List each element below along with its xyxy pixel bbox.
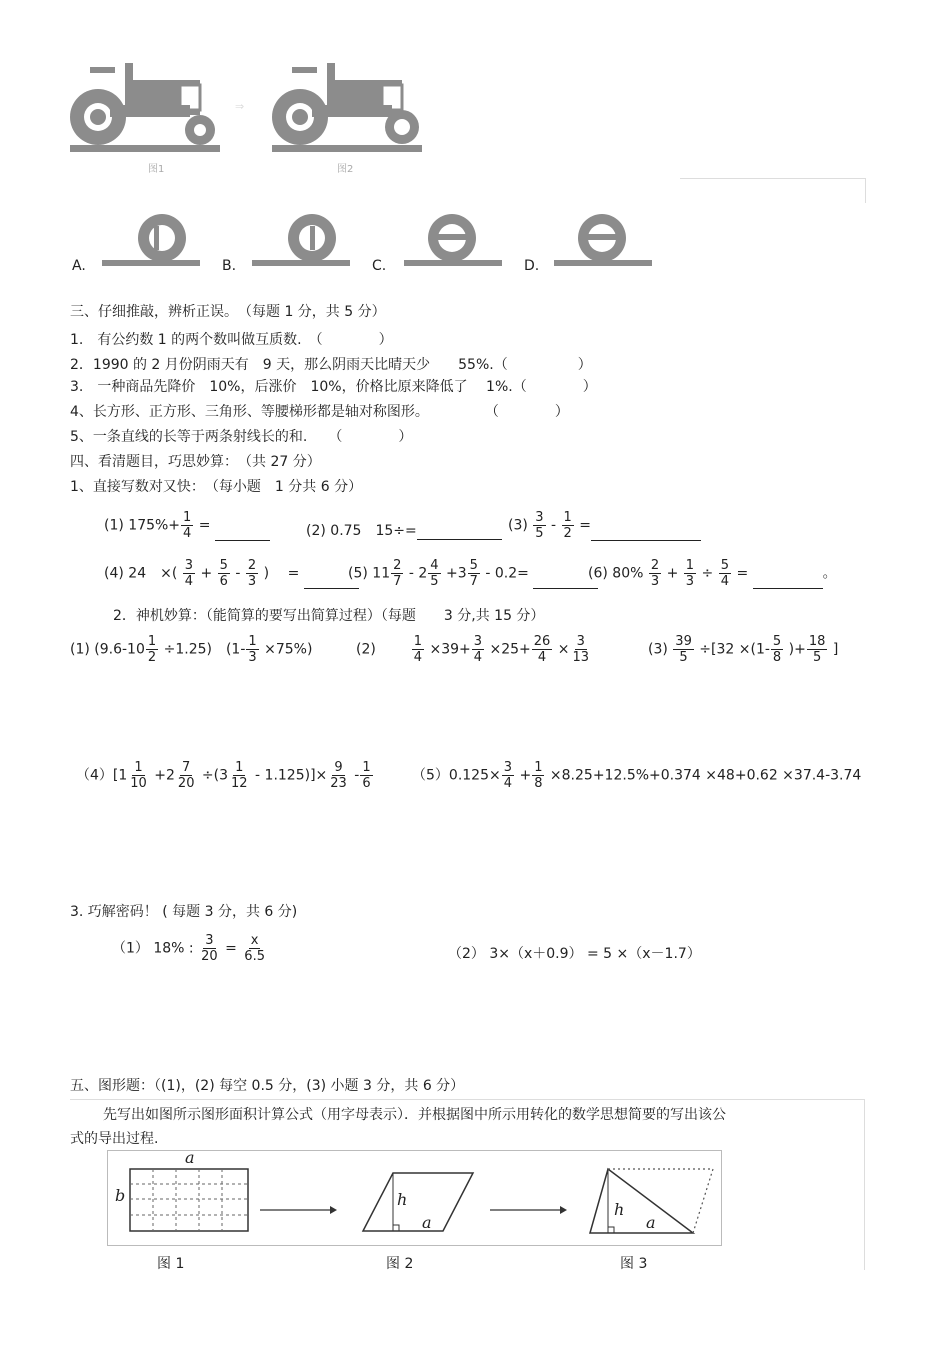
- direct-q2: (2) 0.75 15÷=: [306, 520, 502, 540]
- label-h-fig3: h: [614, 1200, 625, 1219]
- direct-q1: (1) 175%+ $\frac{1}{4}$ =: [104, 510, 270, 541]
- fraction: $\frac{7}{20}$: [177, 760, 195, 791]
- fraction: $\frac{x}{6.5}$: [244, 933, 265, 964]
- fraction: $\frac{1}{4}$: [183, 510, 192, 541]
- fraction: $\frac{5}{8}$: [772, 634, 782, 665]
- fraction: $\frac{3}{4}$: [503, 760, 512, 791]
- clever-q2: (2) $\frac{1}{4}$ ×39+ $\frac{3}{4}$ ×25+ $\frac{26}{4}$ × $\frac{3}{13}$: [356, 634, 590, 665]
- fraction: $\frac{1}{2}$: [147, 634, 157, 665]
- clever-q1: (1) (9.6-10 $\frac{1}{2}$ ÷1.25) (1- $\frac{1}{3}$ ×75%): [70, 634, 313, 665]
- fig1-caption: 图1: [148, 164, 165, 175]
- figure-caption-3: 图 3: [620, 1256, 648, 1272]
- fraction: $\frac{3}{4}$: [473, 634, 483, 665]
- equation-2: （2） 3×（x＋0.9） = 5 ×（x－1.7）: [448, 946, 701, 962]
- fig2-caption: 图2: [337, 164, 354, 175]
- section-3-heading: 三、仔细推敲，辨析正误。 （每题 1 分，共 5 分）: [70, 304, 386, 320]
- direct-q4: (4) 24 ×( $\frac{3}{4}$ + $\frac{5}{6}$ - $\frac{2}{3}$ ) =: [104, 558, 359, 589]
- s5-description-line-1: 先写出如图所示图形面积计算公式（用字母表示）．并根据图中所示用转化的数学思想简要的写出该公: [103, 1107, 726, 1123]
- fraction: $\frac{1}{4}$: [413, 634, 423, 665]
- fraction: $\frac{1}{2}$: [563, 510, 572, 541]
- fraction: $\frac{2}{3}$: [247, 558, 257, 589]
- fraction: $\frac{1}{6}$: [362, 760, 371, 791]
- s4-sub-1: 1、直接写数对又快： （每小题 1 分共 6 分）: [70, 479, 363, 495]
- fraction: $\frac{18}{5}$: [808, 634, 826, 665]
- direct-q5: (5) 11 $\frac{2}{7}$ - 2 $\frac{4}{5}$ +3 $\frac{5}{7}$ - 0.2=: [348, 558, 598, 589]
- option-b-label: B.: [222, 258, 237, 274]
- option-d-wheel: [554, 212, 654, 272]
- fraction: $\frac{3}{13}$: [572, 634, 590, 665]
- answer-blank[interactable]: [591, 526, 701, 541]
- section-5-heading: 五、图形题：（(1)，(2) 每空 0.5 分，(3) 小题 3 分，共 6 分）: [70, 1078, 465, 1094]
- fraction: $\frac{3}{20}$: [201, 933, 218, 964]
- s3-item-1: 1. 有公约数 1 的两个数叫做互质数. （ ）: [70, 332, 393, 348]
- arrow-right-icon: [258, 1203, 338, 1217]
- s3-item-2: 2．1990 的 2 月份阴雨天有 9 天，那么阴雨天比晴天少 55%.（ ）: [70, 357, 592, 373]
- s4-sub-2: 2．神机妙算：（能简算的要写出简算过程）（每题 3 分,共 15 分）: [113, 608, 545, 624]
- fraction: $\frac{4}{5}$: [430, 558, 439, 589]
- fraction: $\frac{5}{4}$: [720, 558, 729, 589]
- direct-q3: (3) $\frac{3}{5}$ - $\frac{1}{2}$ =: [508, 510, 701, 541]
- direct-q6: (6) 80% $\frac{2}{3}$ + $\frac{1}{3}$ ÷ $\frac{5}{4}$ = 。: [588, 558, 837, 589]
- fraction: $\frac{5}{7}$: [469, 558, 478, 589]
- arrow-icon: ⇒: [235, 100, 245, 113]
- clever-q3: (3) $\frac{39}{5}$ ÷[32 ×(1- $\frac{5}{8}$ )+ $\frac{18}{5}$ ]: [648, 634, 839, 665]
- arrow-right-icon: [488, 1203, 568, 1217]
- fraction: $\frac{1}{3}$: [685, 558, 695, 589]
- option-c-wheel: [404, 212, 504, 272]
- fraction: $\frac{3}{4}$: [184, 558, 194, 589]
- option-c-label: C.: [372, 258, 387, 274]
- label-a-fig2: a: [422, 1213, 432, 1232]
- section-4-heading: 四、看清题目，巧思妙算： （共 27 分）: [70, 454, 321, 470]
- s3-item-5: 5、一条直线的长等于两条射线长的和. （ ）: [70, 429, 413, 445]
- s3-item-4: 4、长方形、正方形、三角形、等腰梯形都是轴对称图形。 （ ）: [70, 404, 569, 420]
- rectangle-grid-figure: [108, 1151, 258, 1243]
- fraction: $\frac{1}{8}$: [534, 760, 543, 791]
- decorative-border: [680, 178, 866, 203]
- s5-description-line-2: 式的导出过程.: [70, 1131, 159, 1147]
- label-a-fig1: a: [185, 1148, 195, 1167]
- fraction: $\frac{2}{7}$: [393, 558, 402, 589]
- tractor-figure-1: [70, 55, 225, 155]
- answer-blank[interactable]: [215, 526, 270, 541]
- fraction: $\frac{3}{5}$: [535, 510, 544, 541]
- option-a-wheel: [102, 212, 202, 272]
- parallelogram-figure: [355, 1151, 485, 1243]
- option-b-wheel: [252, 212, 352, 272]
- fraction: $\frac{1}{12}$: [231, 760, 248, 791]
- clever-q4: （4）[1 $\frac{1}{10}$ +2 $\frac{7}{20}$ ÷(3 $\frac{1}{12}$ - 1.125)]× $\frac{9}{23}$ - $\frac{1}{6}$: [76, 760, 371, 791]
- s3-item-3: 3. 一种商品先降价 10%，后涨价 10%，价格比原来降低了 1%.（ ）: [70, 379, 597, 395]
- figure-caption-2: 图 2: [386, 1256, 414, 1272]
- answer-blank[interactable]: [753, 574, 823, 589]
- s4-sub-3: 3. 巧解密码！ ( 每题 3 分，共 6 分): [70, 904, 298, 920]
- clever-q5: （5）0.125× $\frac{3}{4}$ + $\frac{1}{8}$ ×8.25+12.5%+0.374 ×48+0.62 ×37.4-3.74: [412, 760, 862, 791]
- figure-caption-1: 图 1: [157, 1256, 185, 1272]
- label-a-fig3: a: [646, 1213, 656, 1232]
- fraction: $\frac{5}{6}$: [219, 558, 228, 589]
- fraction: $\frac{26}{4}$: [533, 634, 551, 665]
- fraction: $\frac{1}{10}$: [130, 760, 147, 791]
- fraction: $\frac{1}{3}$: [248, 634, 257, 665]
- fraction: $\frac{9}{23}$: [330, 760, 347, 791]
- equation-1: （1） 18% : $\frac{3}{20}$ = $\frac{x}{6.5}$: [112, 933, 265, 964]
- label-h-fig2: h: [397, 1190, 408, 1209]
- fraction: $\frac{39}{5}$: [675, 634, 692, 665]
- option-a-label: A.: [72, 258, 86, 274]
- answer-blank[interactable]: [417, 525, 502, 540]
- fraction: $\frac{2}{3}$: [650, 558, 660, 589]
- option-d-label: D.: [524, 258, 540, 274]
- tractor-figure-2: [272, 55, 427, 155]
- label-b-fig1: b: [115, 1186, 126, 1205]
